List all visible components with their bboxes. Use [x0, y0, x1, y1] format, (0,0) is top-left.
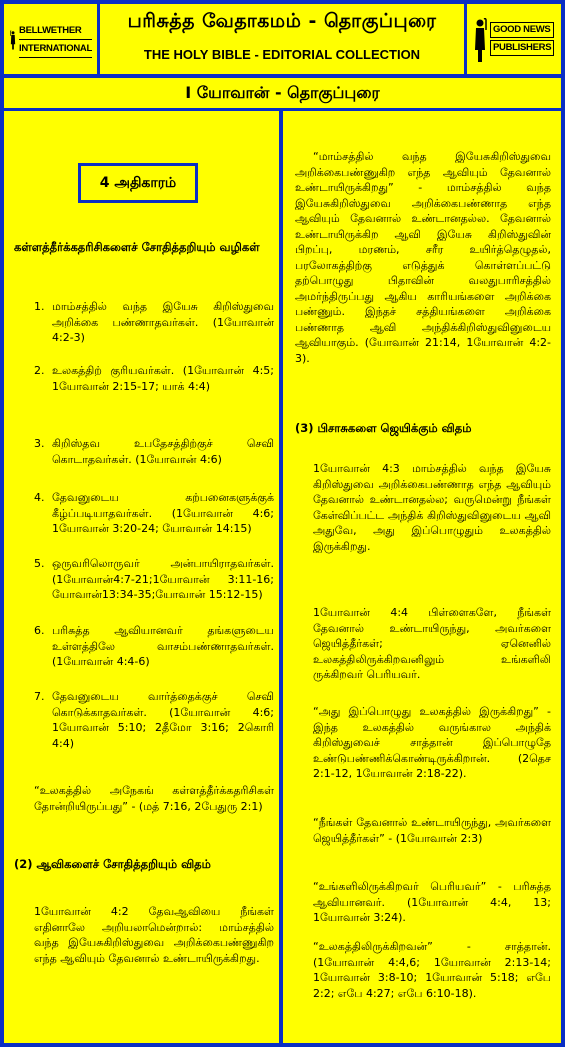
- page-header: [100, 4, 464, 74]
- list-item-number: 6.: [34, 624, 45, 637]
- header-title-tamil: பரிசுத்த வேதாகமம் - தொகுப்புரை: [127, 10, 437, 32]
- list-item-number: 4.: [34, 491, 45, 504]
- good-news-logo: [473, 16, 555, 64]
- paragraph-1: “மாம்சத்தில் வந்த இயேசுகிறிஸ்துவை அறிக்கைபண்ணுகிற எந்த ஆவியும் தேவனால் உண்டாயிருக்கிறது” - மாம்சத்தில் வந்த இயேசுகிறிஸ்துவை அறிக்கைபண்ணாத எந்த ஆவியும் தேவனால் உண்டானதல்ல. தேவனால் உண்டாயிருக்கிற ஆவி இயேசு கிறிஸ்துவின் பிறப்பு, மரணம், சரீர உயிர்த்தெழுதல், பரலோகத்திற்கு எடுத்துக் கொள்ளப்பட்டு தற்பொழுது பிதாவின் வலதுபாரிசத்தில் அமர்ந்திருப்பது ஆகிய காரியங்களை அறிக்கை பண்ணும். இந்தச் சத்தியங்களை அறிக்கை பண்ணாத ஆவி அந்திக்கிறிஸ்துவினுடைய ஆவியாகும். (யோவான் 21:14, 1யோவான் 4:2-3).: [295, 150, 551, 365]
- list-item-text: உலகத்திற் குரியவர்கள். (1யோவான் 4:5; 1யோவான் 2:15-17; யாக் 4:4): [52, 364, 274, 393]
- bellwether-line1: BELLWETHER: [19, 22, 92, 40]
- section1-heading: கள்ளத்தீர்க்கதரிசிகளைச் சோதித்தறியும் வழிகள்: [14, 240, 260, 254]
- paragraph-7: “உலகத்திலிருக்கிறவன்” - சாத்தான். (1யோவான் 4:4,6; 1யோவான் 2:13-14; 1யோவான் 3:8-10; 1யோவான் 5:18; எபே 2:2; எபே 4:27; எபே 6:10-18).: [313, 940, 551, 1000]
- list-item: [34, 436, 274, 467]
- list-item-text: தேவனுடைய வார்த்தைக்குச் செவி கொடுக்காதவர்கள். (1யோவான் 4:6; 1யோவான் 5:10; 2தீமோ 3:16; 2கொரி 4:4): [52, 690, 274, 750]
- list-item: [34, 299, 274, 346]
- paragraph-2: 1யோவான் 4:3 மாம்சத்தில் வந்த இயேசு கிறிஸ்துவை அறிக்கைபண்ணாத எந்த ஆவியும் தேவனால் உண்டானதல்ல; வருமென்று நீங்கள் கேள்விப்பட்ட அந்திக் கிறிஸ்துவினுடைய ஆவி அதுவே, அது இப்பொழுதும் உலகத்தில் இருக்கிறது.: [313, 462, 551, 553]
- quote-paragraph: “உலகத்தில் அநேகங் கள்ளத்தீர்க்கதரிசிகள் தோன்றியிருப்பது” - (மத் 7:16, 2பேதுரு 2:1): [34, 784, 274, 813]
- list-item-number: 2.: [34, 364, 45, 377]
- list-item-text: மாம்சத்தில் வந்த இயேசு கிறிஸ்துவை அறிக்கை பண்ணாதவர்கள். (1யோவான் 4:2-3): [52, 300, 274, 344]
- book-title-bar: [4, 78, 561, 108]
- list-item: [34, 623, 274, 670]
- list-item-number: 7.: [34, 690, 45, 703]
- paragraph-4: “அது இப்பொழுது உலகத்தில் இருக்கிறது” - இந்த உலகத்தில் வருங்கால அந்திக் கிறிஸ்துவைச் சாத்தான் இப்பொழுதே உண்டுபண்ணிக்கொண்டிருக்கிறான். (2தெச 2:1-12, 1யோவான் 2:18-22).: [313, 705, 551, 780]
- list-item-text: கிறிஸ்தவ உபதேசத்திற்குச் செவி கொடாதவர்கள். (1யோவான் 4:6): [52, 437, 274, 466]
- good-news-logo-box: [467, 4, 561, 74]
- section2-paragraph: 1யோவான் 4:2 தேவஆவியை நீங்கள் எதினாலே அறியலாமென்றால்: மாம்சத்தில் வந்த இயேசுகிறிஸ்துவை அறிக்கைபண்ணுகிற எந்த ஆவியும் தேவனால் உண்டாயிருக்கிறது.: [34, 905, 274, 965]
- list-item-text: ஒருவரிலொருவர் அன்பாயிராதவர்கள். (1யோவான்4:7-21;1யோவான் 3:11-16; யோவான்13:34-35;யோவான் 15:12-15): [52, 557, 274, 601]
- right-column: [283, 111, 561, 1043]
- header-title-english: THE HOLY BIBLE - EDITORIAL COLLECTION: [143, 47, 421, 62]
- bellwether-line2: INTERNATIONAL: [19, 40, 92, 58]
- left-column: [4, 111, 279, 1043]
- list-item: [34, 689, 274, 751]
- bellwether-logo-box: [4, 4, 97, 74]
- paragraph-5: “நீங்கள் தேவனால் உண்டாயிருந்து, அவர்களை ஜெயித்தீர்கள்” - (1யோவான் 2:3): [313, 816, 551, 845]
- paragraph-6: “உங்களிலிருக்கிறவர் பெரியவர்” - பரிசுத்த ஆவியானவர். (1யோவான் 4:4, 13; 1யோவான் 3:24).: [313, 880, 551, 924]
- list-item-number: 5.: [34, 557, 45, 570]
- good-news-line1: GOOD NEWS: [490, 22, 554, 38]
- list-item: [34, 556, 274, 603]
- book-title: I யோவான் - தொகுப்புரை: [185, 83, 380, 102]
- section2-heading: (2) ஆவிகளைச் சோதித்தறியும் விதம்: [14, 857, 211, 871]
- list-item-text: தேவனுடைய கற்பனைகளுக்குக் கீழ்ப்படியாதவர்கள். (1யோவான் 4:6; 1யோவான் 3:20-24; யோவான் 14:15): [52, 491, 274, 535]
- list-item: [34, 490, 274, 537]
- paragraph-3: 1யோவான் 4:4 பிள்ளைகளே, நீங்கள் தேவனால் உண்டாயிருந்து, அவர்களை ஜெயித்தீர்கள்; ஏனெனில் உலகத்திலிருக்கிறவனிலும் உங்களிலி ருக்கிறவர் பெரியவர்.: [313, 606, 551, 681]
- good-news-line2: PUBLISHERS: [490, 40, 554, 56]
- bellwether-logo: [10, 16, 92, 64]
- list-item-number: 1.: [34, 300, 45, 313]
- list-item: [34, 363, 274, 394]
- chapter-label: 4 அதிகாரம்: [78, 163, 198, 203]
- list-item-number: 3.: [34, 437, 45, 450]
- list-item-text: பரிசுத்த ஆவியானவர் தங்களுடைய உள்ளத்திலே வாசம்பண்ணாதவர்கள். (1யோவான் 4:4-6): [52, 624, 274, 668]
- shepherd-figure-icon: [473, 18, 487, 62]
- section3-heading: (3) பிசாசுகளை ஜெயிக்கும் விதம்: [295, 421, 472, 435]
- shepherd-figure-icon: [10, 18, 16, 62]
